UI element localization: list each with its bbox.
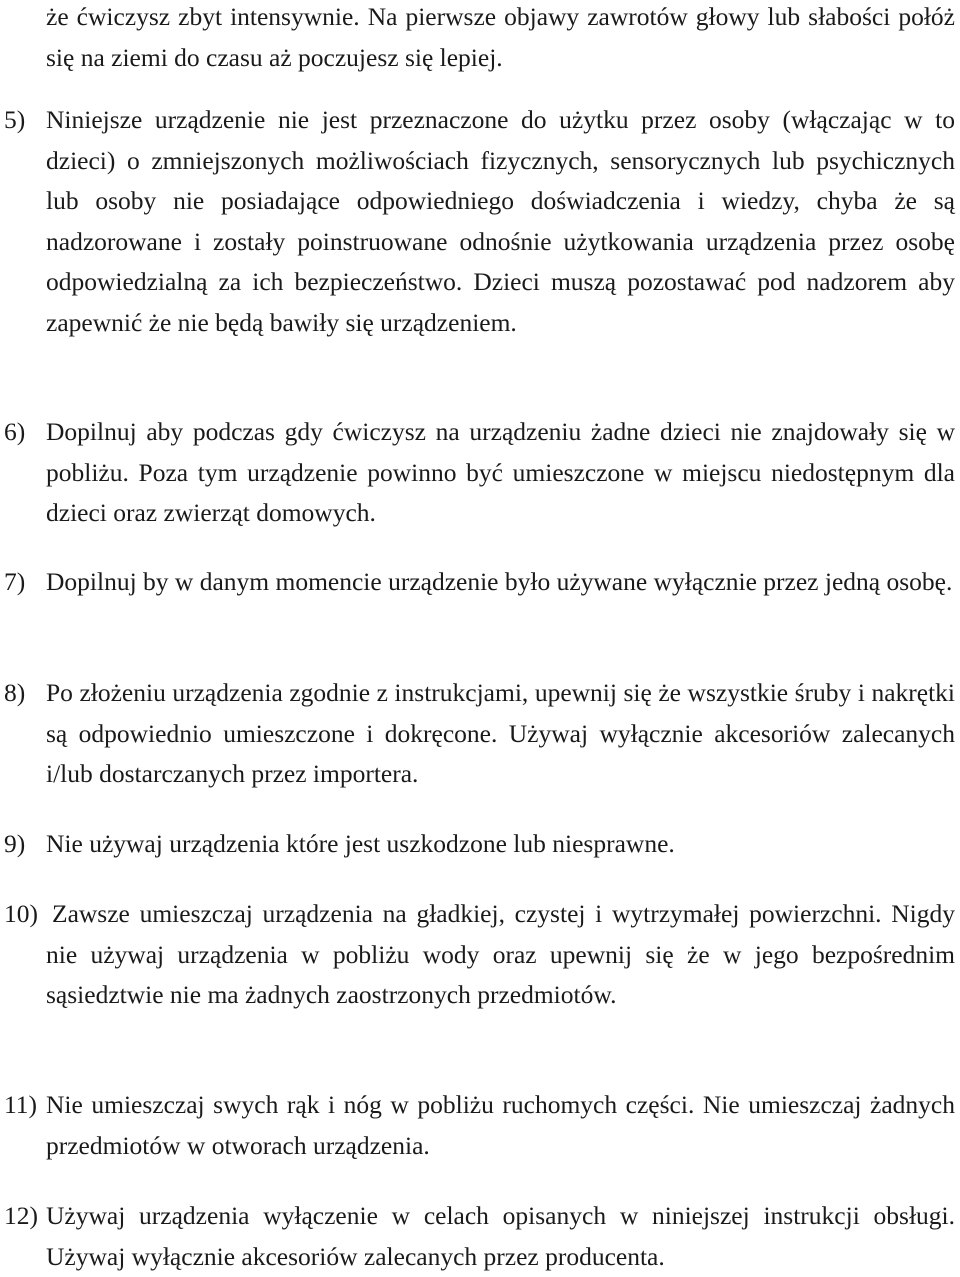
list-item-number: 6) bbox=[4, 417, 26, 446]
list-item-6 bbox=[4, 412, 955, 534]
list-item-number: 9) bbox=[4, 829, 26, 858]
list-item-text: Dopilnuj aby podczas gdy ćwiczysz na urządzeniu żadne dzieci nie znajdowały się w pobliżu. Poza tym urządzenie powinno być umieszczone w miejscu niedostępnym dla dzieci oraz zwierząt domowych. bbox=[46, 417, 955, 527]
list-item-number: 8) bbox=[4, 678, 26, 707]
list-item-7 bbox=[4, 562, 955, 603]
list-item-text: Używaj urządzenia wyłączenie w celach opisanych w niniejszej instrukcji obsługi. Używaj wyłącznie akcesoriów zalecanych przez producenta. bbox=[46, 1201, 955, 1271]
list-item-text: Po złożeniu urządzenia zgodnie z instrukcjami, upewnij się że wszystkie śruby i nakrętki są odpowiednio umieszczone i dokręcone. Używaj wyłącznie akcesoriów zalecanych i/lub dostarczanych przez importera. bbox=[46, 678, 955, 788]
list-item-number: 7) bbox=[4, 567, 26, 596]
list-item-11 bbox=[4, 1085, 955, 1166]
list-item-text: Zawsze umieszczaj urządzenia na gładkiej, czystej i wytrzymałej powierzchni. Nigdy nie używaj urządzenia w pobliżu wody oraz upewnij się że w jego bezpośrednim sąsiedztwie nie ma żadnych zaostrzonych przedmiotów. bbox=[46, 899, 955, 1009]
list-item-number: 5) bbox=[4, 105, 26, 134]
list-item-8 bbox=[4, 673, 955, 795]
list-item-5 bbox=[4, 100, 955, 343]
list-item-text: Dopilnuj by w danym momencie urządzenie było używane wyłącznie przez jedną osobę. bbox=[46, 567, 953, 596]
intro-paragraph: że ćwiczysz zbyt intensywnie. Na pierwsze objawy zawrotów głowy lub słabości połóż się na ziemi do czasu aż poczujesz się lepiej. bbox=[46, 2, 955, 72]
list-item-number: 12) bbox=[4, 1201, 38, 1230]
list-item-12 bbox=[4, 1196, 955, 1277]
list-item-number: 10) bbox=[4, 899, 38, 928]
list-item-10 bbox=[4, 894, 955, 1016]
list-item-text: Niniejsze urządzenie nie jest przeznaczone do użytku przez osoby (włączając w to dzieci) o zmniejszonych możliwościach fizycznych, sensorycznych lub psychicznych lub osoby nie posiadające odpowiedniego doświadczenia i wiedzy, chyba że są nadzorowane i zostały poinstruowane odnośnie użytkowania urządzenia przez osobę odpowiedzialną za ich bezpieczeństwo. Dzieci muszą pozostawać pod nadzorem aby zapewnić że nie będą bawiły się urządzeniem. bbox=[46, 105, 955, 337]
list-item-number: 11) bbox=[4, 1090, 38, 1119]
list-item-9 bbox=[4, 824, 955, 865]
list-item-text: Nie używaj urządzenia które jest uszkodzone lub niesprawne. bbox=[46, 829, 675, 858]
list-item-text: Nie umieszczaj swych rąk i nóg w pobliżu ruchomych części. Nie umieszczaj żadnych przedmiotów w otworach urządzenia. bbox=[46, 1090, 955, 1160]
